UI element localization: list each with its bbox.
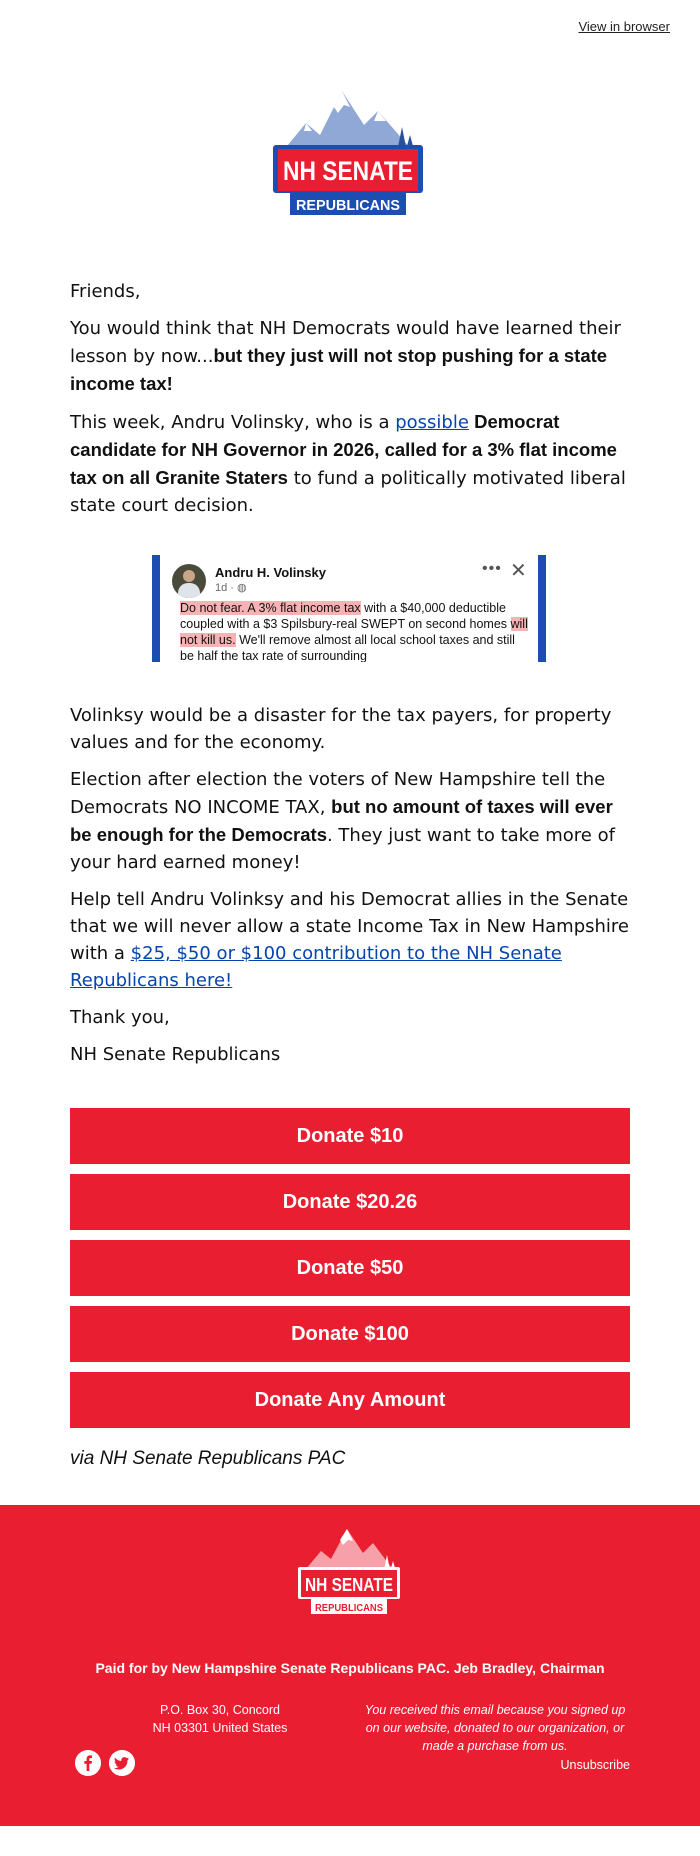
- post-author: Andru H. Volinsky: [215, 565, 326, 580]
- subscription-notice: You received this email because you signed up on our website, donated to our organization, or made a purchase from us.: [364, 1703, 626, 1753]
- email-body-continued: [70, 702, 630, 1078]
- donate-20-26-button[interactable]: Donate $20.26: [70, 1174, 630, 1230]
- signature: NH Senate Republicans: [70, 1044, 281, 1065]
- globe-icon: ◍: [237, 582, 247, 594]
- nh-senate-republicans-logo: [268, 85, 428, 220]
- facebook-post-screenshot: [152, 555, 546, 662]
- footer: [0, 1505, 700, 1826]
- paragraph-4: Election after election the voters of New Hampshire tell the Democrats NO INCOME TAX, but no amount of taxes will ever be enough for the Democrats. They just want to take more of your hard earned money!: [70, 769, 615, 873]
- mailing-address: P.O. Box 30, Concord NH 03301 United States: [152, 1703, 288, 1735]
- view-in-browser-link[interactable]: View in browser: [578, 19, 670, 34]
- post-text: Do not fear. A 3% flat income tax with a $40,000 deductible coupled with a $3 Spilsbury-real SWEPT on second homes will not kill us. We'll remove almost all local school taxes and still be half the tax rate of surrounding: [180, 601, 528, 662]
- footer-logo: [295, 1525, 403, 1617]
- paid-for-disclaimer: Paid for by New Hampshire Senate Republicans PAC. Jeb Bradley, Chairman: [95, 1660, 605, 1676]
- greeting: Friends,: [70, 281, 141, 302]
- footer-logo-text-nh-senate: NH SENATE: [305, 1575, 393, 1595]
- facebook-icon[interactable]: [75, 1750, 101, 1776]
- unsubscribe-link[interactable]: Unsubscribe: [560, 1758, 630, 1772]
- donate-any-amount-button[interactable]: Donate Any Amount: [70, 1372, 630, 1428]
- paragraph-2: This week, Andru Volinsky, who is a possible Democrat candidate for NH Governor in 2026, called for a 3% flat income tax on all Granite Staters to fund a politically motivated liberal state court decision.: [70, 411, 626, 516]
- donate-50-button[interactable]: Donate $50: [70, 1240, 630, 1296]
- avatar: [172, 564, 206, 598]
- logo-text-nh-senate: NH SENATE: [283, 156, 413, 186]
- twitter-icon[interactable]: [109, 1750, 135, 1776]
- email-body: [70, 278, 630, 529]
- paragraph-5: Help tell Andru Volinksy and his Democrat allies in the Senate that we will never allow a state Income Tax in New Hampshire with a $25, $50 or $100 contribution to the NH Senate Republicans here!: [70, 889, 630, 991]
- logo-text-republicans: REPUBLICANS: [296, 197, 400, 214]
- thanks: Thank you,: [70, 1007, 170, 1028]
- footer-logo-text-republicans: REPUBLICANS: [315, 1603, 384, 1614]
- donate-10-button[interactable]: Donate $10: [70, 1108, 630, 1164]
- contribution-link[interactable]: $25, $50 or $100 contribution to the NH Senate Republicans here!: [70, 943, 562, 991]
- possible-link[interactable]: possible: [395, 412, 469, 433]
- close-icon: ✕: [510, 560, 527, 582]
- via-pac-text: via NH Senate Republicans PAC: [70, 1448, 346, 1469]
- more-icon: •••: [482, 560, 502, 577]
- paragraph-1: You would think that NH Democrats would have learned their lesson by now...but they just will not stop pushing for a state income tax!: [70, 318, 621, 394]
- paragraph-3: Volinksy would be a disaster for the tax payers, for property values and for the economy.: [70, 705, 612, 753]
- post-time: 1d · ◍: [215, 582, 247, 594]
- donate-100-button[interactable]: Donate $100: [70, 1306, 630, 1362]
